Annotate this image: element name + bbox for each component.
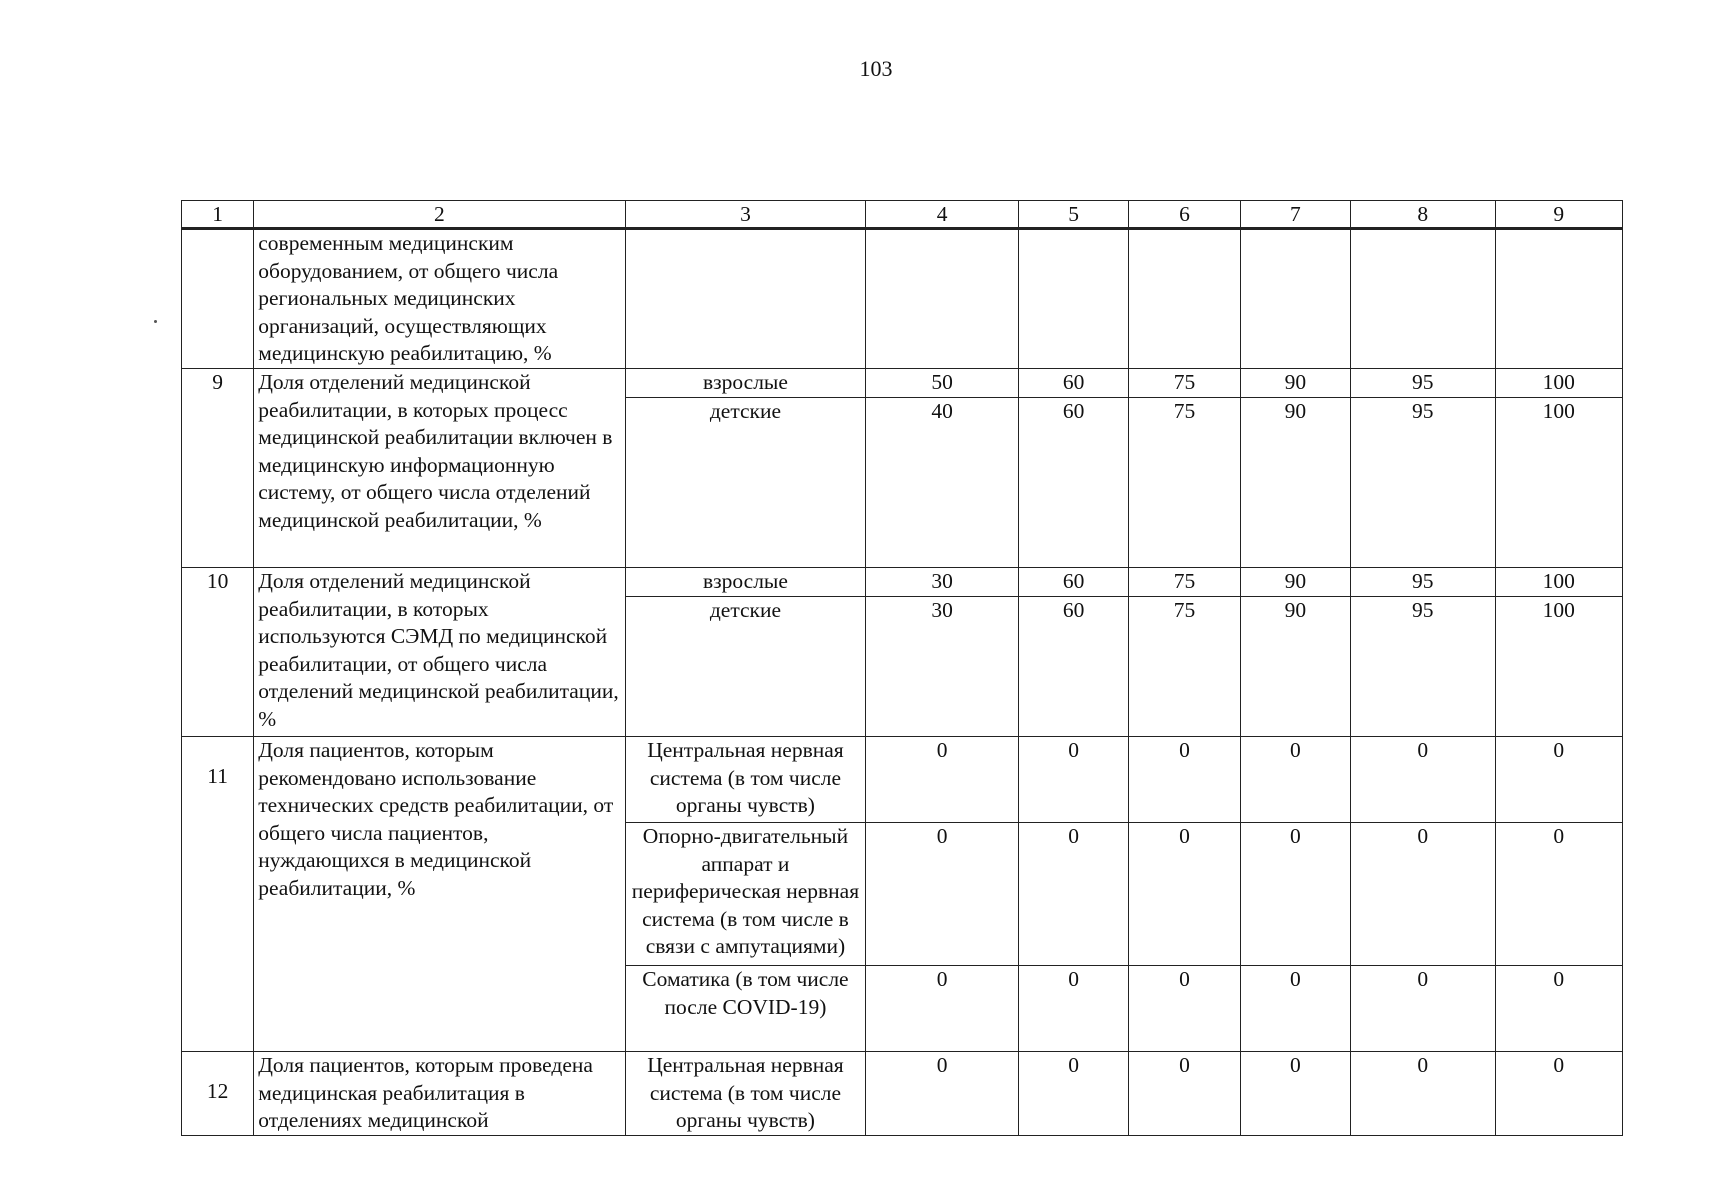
value-cell: 0 xyxy=(1240,1052,1350,1136)
value-cell: 0 xyxy=(866,966,1019,1052)
value-cell: 0 xyxy=(1351,1052,1496,1136)
value-cell: 95 xyxy=(1351,597,1496,737)
table-row xyxy=(182,737,1623,823)
column-header: 9 xyxy=(1495,201,1623,229)
value-cell: 0 xyxy=(1240,737,1350,823)
value-cell xyxy=(1018,229,1128,369)
table-row xyxy=(182,1052,1623,1136)
value-cell: 0 xyxy=(866,1052,1019,1136)
page-number: 103 xyxy=(859,56,893,81)
value-cell: 0 xyxy=(1351,823,1496,966)
value-cell: 0 xyxy=(866,823,1019,966)
value-cell: 0 xyxy=(1495,823,1623,966)
value-cell xyxy=(1129,229,1240,369)
value-cell: 30 xyxy=(866,568,1019,597)
table-row-continuation xyxy=(182,229,1623,369)
value-cell: 95 xyxy=(1351,398,1496,568)
value-cell: 0 xyxy=(866,737,1019,823)
row-number-cell: 10 xyxy=(182,568,254,737)
value-cell: 75 xyxy=(1129,369,1240,398)
row-number-cell: 11 xyxy=(182,737,254,1052)
column-header: 1 xyxy=(182,201,254,229)
value-cell: 95 xyxy=(1351,369,1496,398)
indicator-description: Доля отделений медицинской реабилитации, в которых используются СЭМД по медицинской реабилитации, от общего числа отделений медицинской реабилитации, % xyxy=(254,568,625,737)
category-cell: детские xyxy=(625,597,866,737)
column-header: 8 xyxy=(1351,201,1496,229)
value-cell: 0 xyxy=(1240,823,1350,966)
value-cell: 50 xyxy=(866,369,1019,398)
column-header: 4 xyxy=(866,201,1019,229)
value-cell: 100 xyxy=(1495,369,1623,398)
value-cell: 0 xyxy=(1018,823,1128,966)
category-cell: взрослые xyxy=(625,568,866,597)
value-cell xyxy=(1495,229,1623,369)
indicator-description: современным медицинским оборудованием, от общего числа региональных медицинских организаций, осуществляющих медицинскую реабилитацию, % xyxy=(254,229,625,369)
value-cell: 0 xyxy=(1495,966,1623,1052)
indicator-description: Доля пациентов, которым проведена медицинская реабилитация в отделениях медицинской xyxy=(254,1052,625,1136)
value-cell: 0 xyxy=(1351,737,1496,823)
indicators-table xyxy=(181,200,1623,1136)
category-cell: детские xyxy=(625,398,866,568)
table-row xyxy=(182,568,1623,597)
value-cell: 0 xyxy=(1018,966,1128,1052)
value-cell: 0 xyxy=(1018,1052,1128,1136)
table-row xyxy=(182,369,1623,398)
category-cell: Центральная нервная система (в том числе органы чувств) xyxy=(625,1052,866,1136)
category-cell xyxy=(625,229,866,369)
value-cell: 0 xyxy=(1129,1052,1240,1136)
value-cell: 90 xyxy=(1240,398,1350,568)
category-cell: взрослые xyxy=(625,369,866,398)
value-cell: 0 xyxy=(1129,966,1240,1052)
column-header: 7 xyxy=(1240,201,1350,229)
value-cell: 60 xyxy=(1018,597,1128,737)
value-cell: 40 xyxy=(866,398,1019,568)
value-cell: 90 xyxy=(1240,568,1350,597)
column-header: 3 xyxy=(625,201,866,229)
value-cell: 0 xyxy=(1351,966,1496,1052)
row-number-cell: 9 xyxy=(182,369,254,568)
value-cell: 0 xyxy=(1240,966,1350,1052)
value-cell: 90 xyxy=(1240,597,1350,737)
value-cell: 75 xyxy=(1129,398,1240,568)
value-cell: 100 xyxy=(1495,398,1623,568)
value-cell: 75 xyxy=(1129,568,1240,597)
column-header: 6 xyxy=(1129,201,1240,229)
category-cell: Соматика (в том числе после COVID-19) xyxy=(625,966,866,1052)
column-header: 5 xyxy=(1018,201,1128,229)
value-cell xyxy=(1240,229,1350,369)
value-cell: 0 xyxy=(1129,823,1240,966)
value-cell: 0 xyxy=(1495,737,1623,823)
value-cell: 90 xyxy=(1240,369,1350,398)
scan-speck xyxy=(154,320,157,323)
value-cell: 0 xyxy=(1018,737,1128,823)
category-cell: Опорно-двигательный аппарат и периферическая нервная система (в том числе в связи с ампутациями) xyxy=(625,823,866,966)
value-cell: 100 xyxy=(1495,597,1623,737)
indicator-description: Доля отделений медицинской реабилитации, в которых процесс медицинской реабилитации включен в медицинскую информационную систему, от общего числа отделений медицинской реабилитации, % xyxy=(254,369,625,568)
value-cell: 60 xyxy=(1018,568,1128,597)
value-cell: 60 xyxy=(1018,369,1128,398)
value-cell: 100 xyxy=(1495,568,1623,597)
value-cell: 0 xyxy=(1495,1052,1623,1136)
value-cell xyxy=(866,229,1019,369)
column-header: 2 xyxy=(254,201,625,229)
value-cell: 60 xyxy=(1018,398,1128,568)
value-cell xyxy=(1351,229,1496,369)
row-number-cell xyxy=(182,229,254,369)
value-cell: 0 xyxy=(1129,737,1240,823)
value-cell: 30 xyxy=(866,597,1019,737)
value-cell: 75 xyxy=(1129,597,1240,737)
table-header-row xyxy=(182,201,1623,229)
indicator-description: Доля пациентов, которым рекомендовано использование технических средств реабилитации, от общего числа пациентов, нуждающихся в медицинской реабилитации, % xyxy=(254,737,625,1052)
row-number-cell: 12 xyxy=(182,1052,254,1136)
category-cell: Центральная нервная система (в том числе органы чувств) xyxy=(625,737,866,823)
value-cell: 95 xyxy=(1351,568,1496,597)
